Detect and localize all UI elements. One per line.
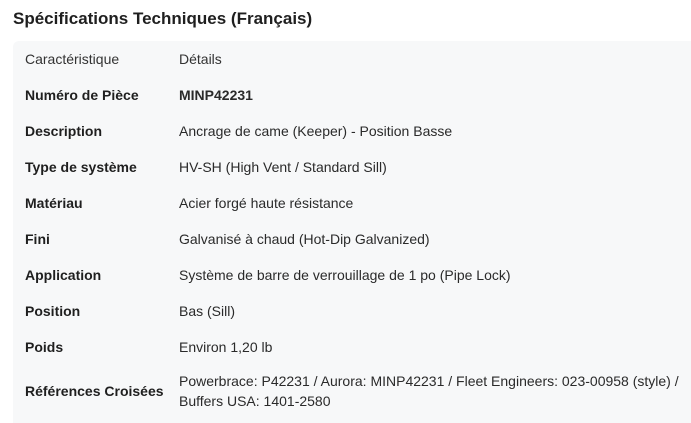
table-row: [13, 77, 691, 113]
row-value: Powerbrace: P42231 / Aurora: MINP42231 / Fleet Engineers: 023-00958 (style) / Buffers USA: 1401-2580: [179, 373, 679, 409]
row-value: Ancrage de came (Keeper) - Position Basse: [179, 123, 453, 139]
table-row: [13, 113, 691, 149]
table-row: [13, 257, 691, 293]
row-value: HV-SH (High Vent / Standard Sill): [179, 159, 387, 175]
row-value: Système de barre de verrouillage de 1 po (Pipe Lock): [179, 267, 511, 283]
table-row: [13, 221, 691, 257]
row-key: Références Croisées: [25, 383, 164, 399]
table-row: [13, 329, 691, 365]
row-key: Description: [25, 123, 103, 139]
row-value: Bas (Sill): [179, 303, 236, 319]
page-title: Spécifications Techniques (Français): [13, 9, 313, 28]
row-value: Galvanisé à chaud (Hot-Dip Galvanized): [179, 231, 430, 247]
row-value: Acier forgé haute résistance: [179, 195, 354, 211]
row-key: Matériau: [25, 195, 83, 211]
row-key: Numéro de Pièce: [25, 87, 139, 103]
table-row: [13, 149, 691, 185]
table-row: [13, 365, 691, 417]
table-row: [13, 185, 691, 221]
column-header-characteristic: Caractéristique: [25, 51, 120, 67]
row-key: Position: [25, 303, 81, 319]
table-header-row: [13, 41, 691, 77]
row-key: Type de système: [25, 159, 137, 175]
row-key: Fini: [25, 231, 50, 247]
column-header-details: Détails: [179, 51, 222, 67]
row-value: MINP42231: [179, 87, 253, 103]
row-key: Poids: [25, 339, 64, 355]
specifications-table: [13, 41, 691, 423]
table-row: [13, 293, 691, 329]
row-value: Environ 1,20 lb: [179, 339, 273, 355]
row-key: Application: [25, 267, 102, 283]
